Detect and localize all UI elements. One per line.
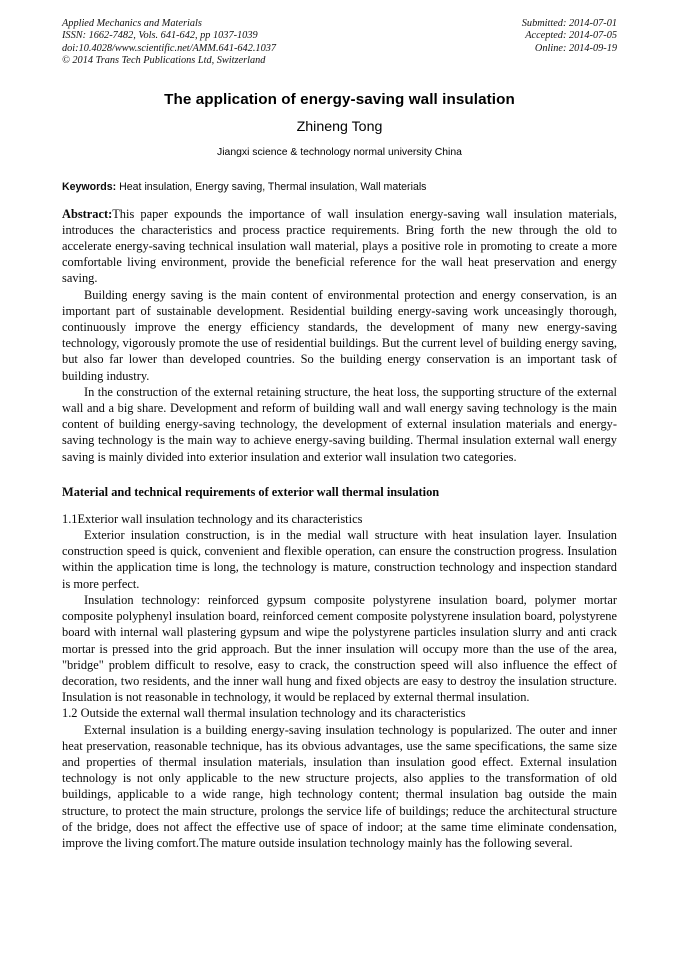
submitted-date: Submitted: 2014-07-01 (521, 18, 617, 29)
page-title: The application of energy-saving wall insulation (164, 90, 515, 108)
online-date: Online: 2014-09-19 (534, 42, 617, 54)
journal-header-left (62, 18, 276, 68)
keywords-line (62, 180, 617, 194)
journal-copyright: © 2014 Trans Tech Publications Ltd, Switzerland (62, 55, 266, 67)
journal-issn-volume: ISSN: 1662-7482, Vols. 641-642, pp 1037-1039 (62, 30, 258, 42)
subsection-1-1-paragraph-2: Insulation technology: reinforced gypsum composite polystyrene insulation board, polymer mortar composite polyphenyl insulation board, reinforced cement composite polystyrene insulation board, polystyrene board with internal wall plastering gypsum and wipe the polystyrene particles insulation slurry and anti crack mortar is pressed into the grid approach. But the inner insulation will occupy more than the use of the area, "bridge" problem difficult to resolve, easy to crack, the construction speed will also influence the effect of decoration, two residents, and the inner wall hung and fixed objects are easy to destroy the insulation structure. Insulation is not reasonable in technology, it would be replaced by external thermal insulation. (62, 592, 617, 705)
journal-header-right (522, 18, 617, 55)
abstract-text: This paper expounds the importance of wall insulation energy-saving wall insulation materials, introduces the characteristics and process practice requirements. Bring forth the new through the old to accelerate energy-saving technical insulation wall material, plays a positive role in promoting to create a more comfortable living environment, provide the beneficial reference for the wall heat preservation and energy saving. (62, 206, 617, 286)
subsection-heading-1-1: 1.1Exterior wall insulation technology and its characteristics (62, 511, 363, 526)
abstract-label: Abstract: (62, 206, 113, 221)
subsection-heading-1-2: 1.2 Outside the external wall thermal insulation technology and its characteristics (62, 706, 466, 721)
keywords-value: Heat insulation, Energy saving, Thermal insulation, Wall materials (119, 180, 427, 193)
subsection-1-1-paragraph-1: Exterior insulation construction, is in the medial wall structure with heat insulation layer. Insulation construction speed is quick, convenient and flexible operation, can ensure the construction progress. Insulation within the application time is long, the technology is mature, construction technology and inspection standard is more perfect. (62, 528, 617, 591)
intro-paragraph-2: In the construction of the external retaining structure, the heat loss, the supporting structure of the external wall and a big share. Development and reform of building wall and wall energy saving technology is the main content of building energy-saving technology, the development of external insulation materials and energy-saving technology is the main way to achieve energy-saving building. Thermal insulation external wall energy saving is mainly divided into exterior insulation and exterior wall insulation two categories. (62, 384, 617, 464)
author-affiliation: Jiangxi science & technology normal university China (217, 146, 462, 158)
journal-header (62, 18, 617, 68)
keywords-label: Keywords: (62, 180, 117, 193)
intro-paragraph-1: Building energy saving is the main content of environmental protection and energy conservation, is an important part of sustainable development. Residential building energy-saving work unceasingly thorough, continuously improve the energy efficiency standards, the development of many new energy-saving technology, vigorously promote the use of residential buildings. But the current level of building energy saving, but also far lower than developed countries. So the building energy conservation is an important task of building industry. (62, 287, 617, 383)
accepted-date: Accepted: 2014-07-05 (525, 30, 617, 42)
journal-doi: doi:10.4028/www.scientific.net/AMM.641-642.1037 (62, 42, 277, 54)
author-name: Zhineng Tong (296, 118, 383, 135)
section-heading: Material and technical requirements of exterior wall thermal insulation (62, 484, 440, 499)
subsection-1-2-paragraph-1: External insulation is a building energy-saving insulation technology is popularized. The outer and inner heat preservation, reasonable technique, has its obvious advantages, use the same specifications, the same size and properties of thermal insulation materials, insulation than insulation good effect. External insulation technology is not only applicable to the new structure projects, also applies to the transformation of old buildings, applicable to a wide range, high technology content; thermal insulation bag outside the main structure, to protect the main structure, prolongs the service life of buildings; reduce the architectural structure of the bridge, does not affect the effective use of space of indoor; at the same time eliminate condensation, improve the living comfort.The mature outside insulation technology mainly has the following several. (62, 722, 617, 850)
journal-name: Applied Mechanics and Materials (62, 18, 202, 29)
abstract-block (62, 206, 617, 287)
